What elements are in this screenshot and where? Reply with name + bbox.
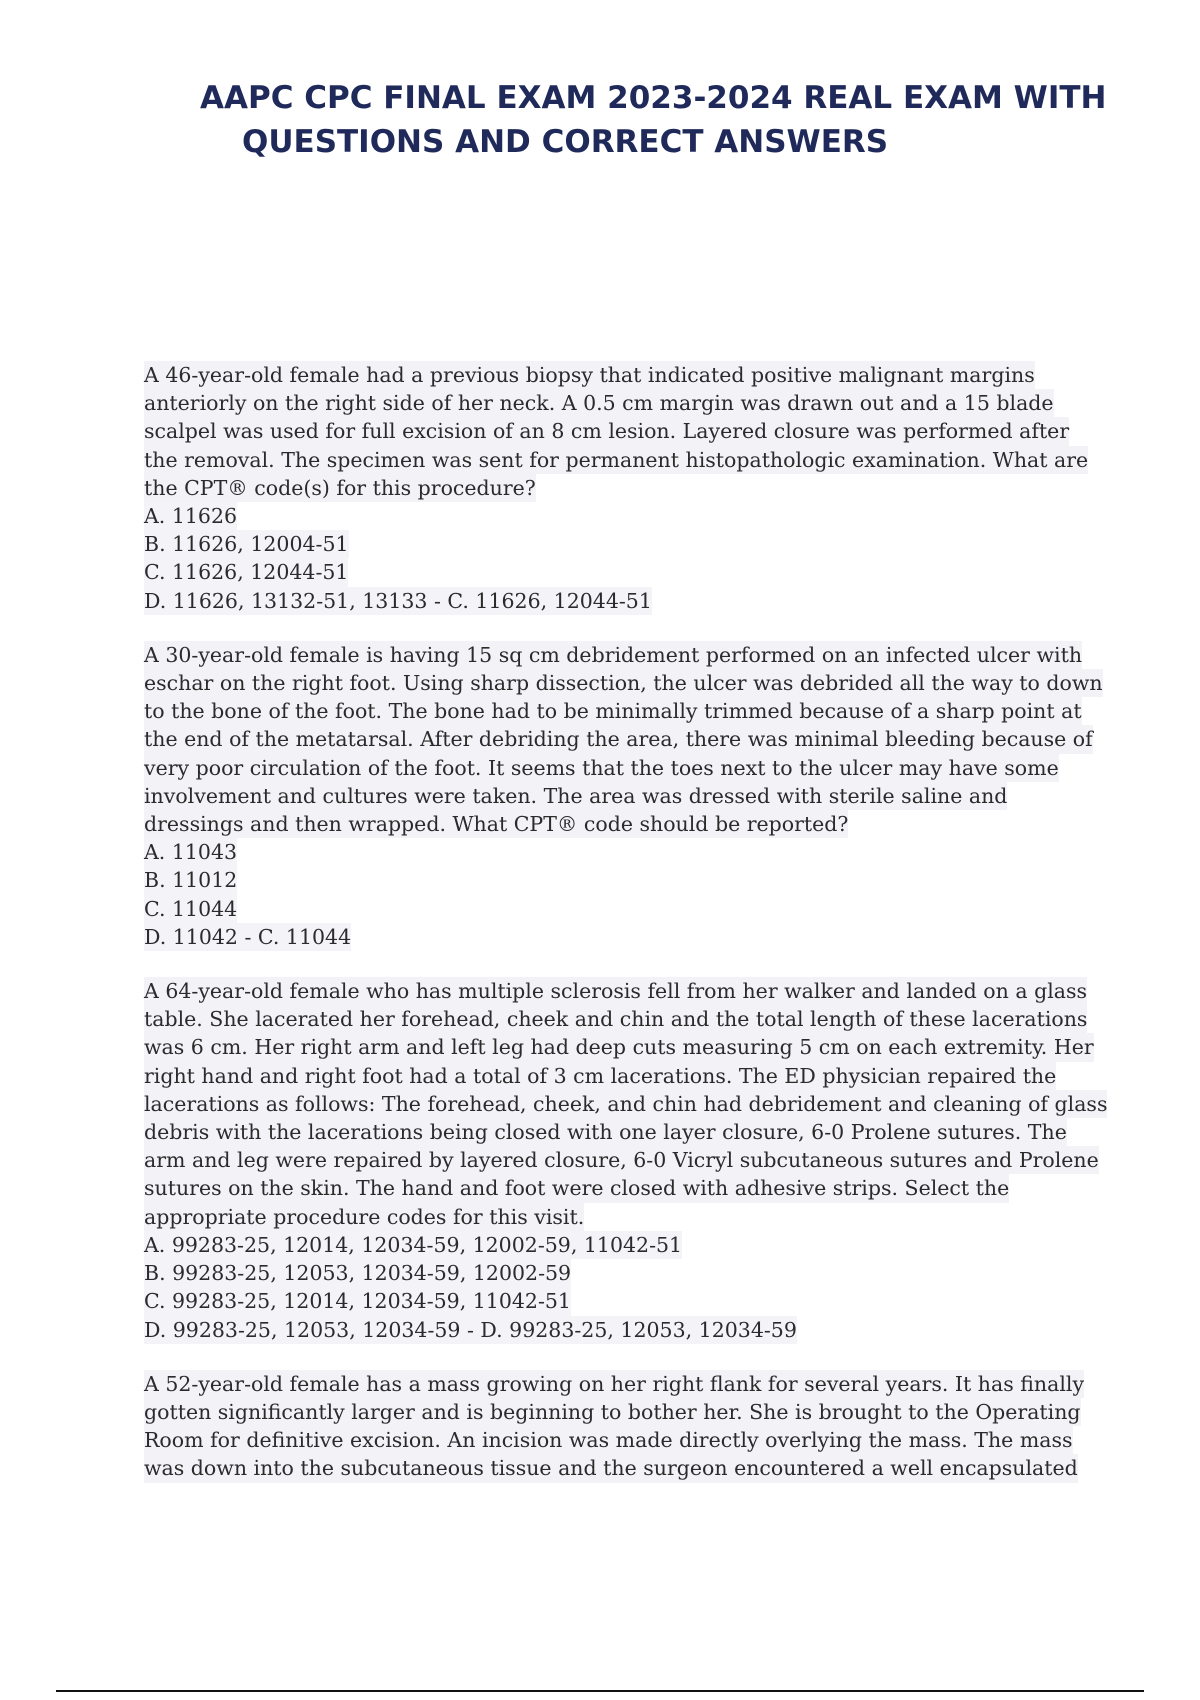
question-text-line: arm and leg were repaired by layered closure, 6-0 Vicryl subcutaneous sutures and Prolene bbox=[144, 1146, 1099, 1174]
question-text-line: involvement and cultures were taken. The area was dressed with sterile saline and bbox=[144, 782, 1007, 810]
question-text-line: gotten significantly larger and is beginning to bother her. She is brought to the Operating bbox=[144, 1398, 1081, 1426]
answer-option-with-answer: D. 99283-25, 12053, 12034-59 - D. 99283-25, 12053, 12034-59 bbox=[144, 1316, 797, 1344]
question-text-line: scalpel was used for full excision of an 8 cm lesion. Layered closure was performed after bbox=[144, 417, 1069, 445]
question-text-line: eschar on the right foot. Using sharp dissection, the ulcer was debrided all the way to down bbox=[144, 669, 1103, 697]
question-text-line: A 64-year-old female who has multiple sclerosis fell from her walker and landed on a glass bbox=[144, 977, 1087, 1005]
answer-option: C. 11626, 12044-51 bbox=[144, 558, 348, 586]
question-text-line: the removal. The specimen was sent for permanent histopathologic examination. What are bbox=[144, 446, 1088, 474]
question-2 bbox=[144, 641, 1103, 951]
page-bottom-rule bbox=[56, 1690, 1144, 1692]
question-text-line: debris with the lacerations being closed with one layer closure, 6-0 Prolene sutures. The bbox=[144, 1118, 1067, 1146]
question-3 bbox=[144, 977, 1108, 1344]
question-text-line: A 30-year-old female is having 15 sq cm debridement performed on an infected ulcer with bbox=[144, 641, 1082, 669]
question-text-line: appropriate procedure codes for this visit. bbox=[144, 1203, 584, 1231]
answer-option-with-answer: D. 11626, 13132-51, 13133 - C. 11626, 12044-51 bbox=[144, 587, 652, 615]
question-text bbox=[144, 361, 1088, 502]
question-text bbox=[144, 641, 1103, 838]
answer-option-with-answer: D. 11042 - C. 11044 bbox=[144, 923, 351, 951]
question-text-line: A 46-year-old female had a previous biopsy that indicated positive malignant margins bbox=[144, 361, 1035, 389]
document-title-line-1: AAPC CPC FINAL EXAM 2023-2024 REAL EXAM WITH bbox=[200, 80, 1107, 116]
question-text-line: Room for definitive excision. An incision was made directly overlying the mass. The mass bbox=[144, 1426, 1073, 1454]
question-text-line: was 6 cm. Her right arm and left leg had deep cuts measuring 5 cm on each extremity. Her bbox=[144, 1033, 1094, 1061]
answer-option: C. 99283-25, 12014, 12034-59, 11042-51 bbox=[144, 1287, 571, 1315]
question-text-line: was down into the subcutaneous tissue and the surgeon encountered a well encapsulated bbox=[144, 1454, 1078, 1482]
question-text-line: dressings and then wrapped. What CPT® code should be reported? bbox=[144, 810, 848, 838]
question-text bbox=[144, 1370, 1084, 1483]
answer-option: C. 11044 bbox=[144, 895, 237, 923]
answer-option: A. 11043 bbox=[144, 838, 237, 866]
answer-option: B. 99283-25, 12053, 12034-59, 12002-59 bbox=[144, 1259, 571, 1287]
answer-option: B. 11012 bbox=[144, 866, 237, 894]
question-1 bbox=[144, 361, 1094, 615]
question-text-line: lacerations as follows: The forehead, cheek, and chin had debridement and cleaning of glass bbox=[144, 1090, 1107, 1118]
question-text-line: table. She lacerated her forehead, cheek and chin and the total length of these lacerations bbox=[144, 1005, 1087, 1033]
question-text-line: anteriorly on the right side of her neck. A 0.5 cm margin was drawn out and a 15 blade bbox=[144, 389, 1054, 417]
question-text-line: very poor circulation of the foot. It seems that the toes next to the ulcer may have some bbox=[144, 754, 1059, 782]
questions-list bbox=[144, 361, 1108, 1509]
answer-option: B. 11626, 12004-51 bbox=[144, 530, 349, 558]
question-text-line: sutures on the skin. The hand and foot were closed with adhesive strips. Select the bbox=[144, 1174, 1009, 1202]
question-text-line: right hand and right foot had a total of 3 cm lacerations. The ED physician repaired the bbox=[144, 1062, 1056, 1090]
question-text bbox=[144, 977, 1107, 1231]
answer-option: A. 11626 bbox=[144, 502, 237, 530]
answer-option: A. 99283-25, 12014, 12034-59, 12002-59, 11042-51 bbox=[144, 1231, 682, 1259]
question-text-line: the CPT® code(s) for this procedure? bbox=[144, 474, 536, 502]
question-text-line: A 52-year-old female has a mass growing on her right flank for several years. It has finally bbox=[144, 1370, 1084, 1398]
question-4 bbox=[144, 1370, 1094, 1483]
document-title bbox=[0, 76, 1200, 164]
question-text-line: to the bone of the foot. The bone had to be minimally trimmed because of a sharp point at bbox=[144, 697, 1082, 725]
question-text-line: the end of the metatarsal. After debriding the area, there was minimal bleeding because of bbox=[144, 725, 1093, 753]
document-title-line-2: QUESTIONS AND CORRECT ANSWERS bbox=[242, 124, 889, 160]
